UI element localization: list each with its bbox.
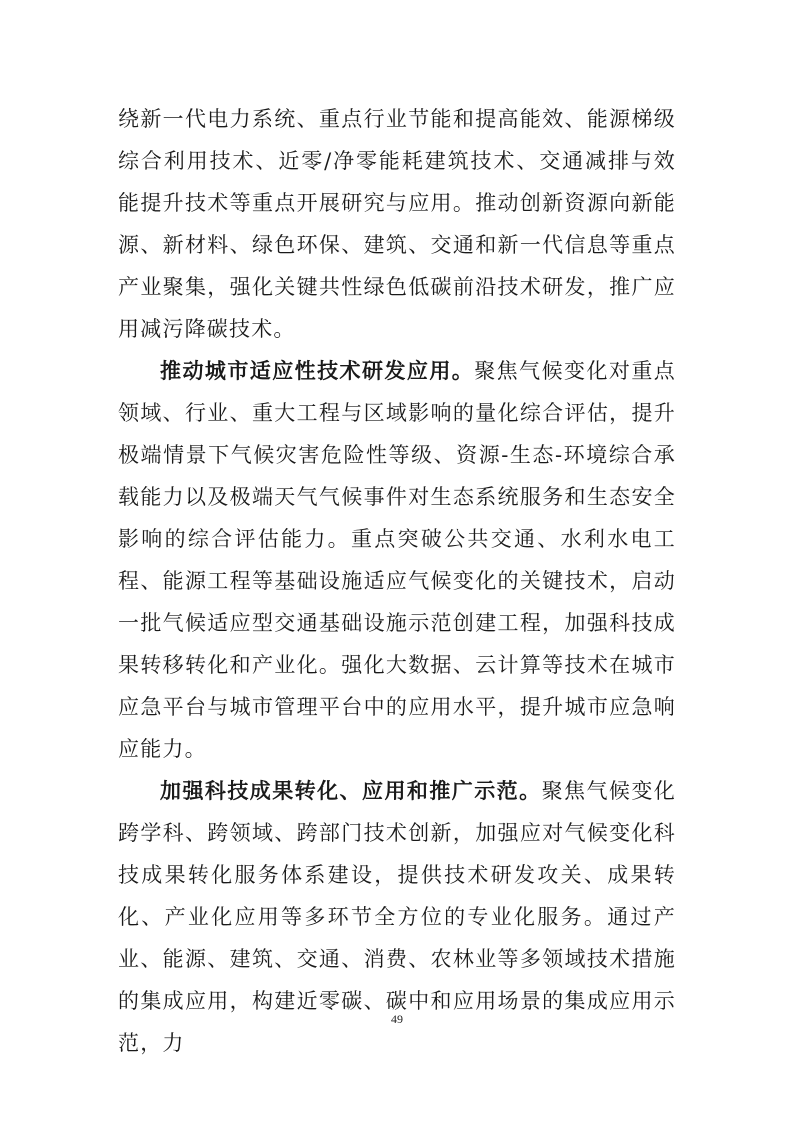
paragraph-2-text: 聚焦气候变化对重点领域、行业、重大工程与区域影响的量化综合评估，提升极端情景下气候灾害危险性等级、资源-生态-环境综合承载能力以及极端天气气候事件对生态系统服务和生态安全影响的综合评估能力。重点突破公共交通、水利水电工程、能源工程等基础设施适应气候变化的关键技术，启动一批气候适应型交通基础设施示范创建工程，加强科技成果转移转化和产业化。强化大数据、云计算等技术在城市应急平台与城市管理平台中的应用水平，提升城市应急响应能力。 bbox=[118, 359, 676, 761]
body-text bbox=[118, 98, 676, 1064]
paragraph-3-lead: 加强科技成果转化、应用和推广示范。 bbox=[160, 779, 542, 803]
paragraph-2-lead: 推动城市适应性技术研发应用。 bbox=[160, 359, 475, 383]
paragraph-3-text: 聚焦气候变化跨学科、跨领域、跨部门技术创新，加强应对气候变化科技成果转化服务体系建设，提供技术研发攻关、成果转化、产业化应用等多环节全方位的专业化服务。通过产业、能源、建筑、交通、消费、农林业等多领域技术措施的集成应用，构建近零碳、碳中和应用场景的集成应用示范，力 bbox=[118, 779, 677, 1055]
paragraph-1-text: 绕新一代电力系统、重点行业节能和提高能效、能源梯级综合利用技术、近零/净零能耗建筑技术、交通减排与效能提升技术等重点开展研究与应用。推动创新资源向新能源、新材料、绿色环保、建筑、交通和新一代信息等重点产业聚集，强化关键共性绿色低碳前沿技术研发，推广应用减污降碳技术。 bbox=[118, 107, 676, 341]
page-number: 49 bbox=[391, 1012, 403, 1026]
paragraph-continuation bbox=[118, 98, 676, 350]
paragraph-urban-adaptation bbox=[118, 350, 676, 770]
